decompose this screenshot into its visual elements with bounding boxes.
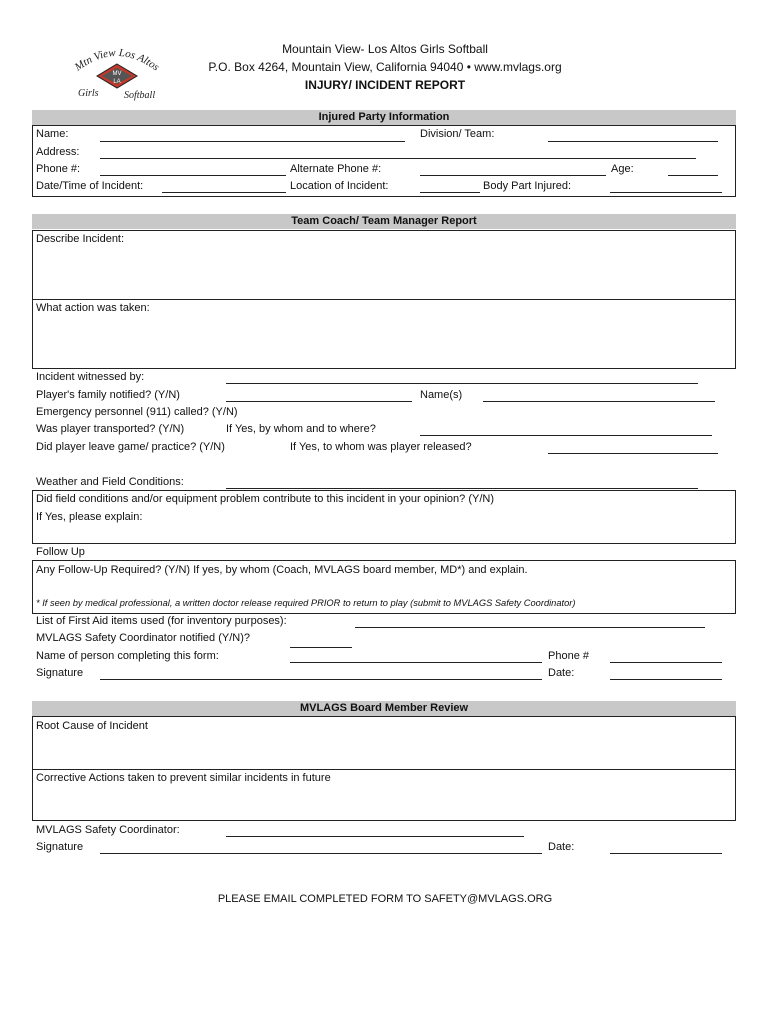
safety-notified-label: MVLAGS Safety Coordinator notified (Y/N)?: [36, 632, 250, 644]
follow-up-required-label: Any Follow-Up Required? (Y/N) If yes, by whom (Coach, MVLAGS board member, MD*) and explain.: [36, 564, 528, 576]
coordinator-label: MVLAGS Safety Coordinator:: [36, 824, 180, 836]
footer-instruction: PLEASE EMAIL COMPLETED FORM TO SAFETY@MVLAGS.ORG: [217, 893, 553, 905]
alt-phone-field[interactable]: [420, 175, 606, 176]
first-aid-label: List of First Aid items used (for inventory purposes):: [36, 615, 287, 627]
names-label: Name(s): [420, 389, 463, 401]
corrective-actions-label: Corrective Actions taken to prevent similar incidents in future: [36, 772, 331, 784]
witnessed-field[interactable]: [226, 383, 698, 384]
date-label: Date:: [548, 667, 575, 679]
completed-by-label: Name of person completing this form:: [36, 650, 219, 662]
date-field[interactable]: [610, 679, 722, 680]
datetime-label: Date/Time of Incident:: [36, 180, 144, 192]
signature-label: Signature: [36, 667, 84, 679]
section-header-coach-report: Team Coach/ Team Manager Report: [32, 214, 736, 229]
action-taken-label: What action was taken:: [36, 302, 150, 314]
body-part-field[interactable]: [610, 192, 722, 193]
completer-phone-label: Phone #: [548, 650, 589, 662]
signature-field[interactable]: [100, 679, 542, 680]
name-label: Name:: [36, 128, 69, 140]
weather-field[interactable]: [226, 488, 698, 489]
org-name: Mountain View- Los Altos Girls Softball: [282, 42, 488, 56]
age-field[interactable]: [668, 175, 718, 176]
witnessed-label: Incident witnessed by:: [36, 371, 145, 383]
describe-incident-box[interactable]: [32, 230, 736, 300]
describe-incident-label: Describe Incident:: [36, 233, 125, 245]
location-label: Location of Incident:: [290, 180, 389, 192]
follow-up-label: Follow Up: [36, 546, 85, 558]
address-label: Address:: [36, 146, 80, 158]
family-notified-field[interactable]: [226, 401, 412, 402]
logo-left-word: Girls: [78, 88, 99, 99]
phone-field[interactable]: [100, 175, 286, 176]
board-signature-label: Signature: [36, 841, 84, 853]
emergency-label: Emergency personnel (911) called? (Y/N): [36, 406, 238, 418]
released-to-field[interactable]: [548, 453, 718, 454]
logo-badge-top: MV: [112, 71, 122, 77]
division-label: Division/ Team:: [420, 128, 495, 140]
phone-label: Phone #:: [36, 163, 81, 175]
logo-arc-text: Mtn View Los Altos: [72, 46, 162, 74]
board-date-label: Date:: [548, 841, 575, 853]
alt-phone-label: Alternate Phone #:: [290, 163, 382, 175]
completer-phone-field[interactable]: [610, 662, 722, 663]
medical-footnote: * If seen by medical professional, a written doctor release required PRIOR to return to play (submit to MVLAGS Safety Coordinator): [36, 598, 576, 608]
board-signature-field[interactable]: [100, 853, 542, 854]
location-field[interactable]: [420, 192, 480, 193]
coordinator-field[interactable]: [226, 836, 524, 837]
released-to-label: If Yes, to whom was player released?: [290, 441, 472, 453]
field-contribute-label: Did field conditions and/or equipment problem contribute to this incident in your opinion? (Y/N): [36, 493, 494, 505]
transported-label: Was player transported? (Y/N): [36, 423, 185, 435]
family-notified-label: Player's family notified? (Y/N): [36, 389, 180, 401]
names-field[interactable]: [483, 401, 715, 402]
explain-label: If Yes, please explain:: [36, 511, 143, 523]
safety-notified-field[interactable]: [290, 647, 352, 648]
section-header-injured-party: Injured Party Information: [32, 110, 736, 125]
body-part-label: Body Part Injured:: [483, 180, 572, 192]
org-address: P.O. Box 4264, Mountain View, California 94040 • www.mvlags.org: [208, 60, 562, 74]
datetime-field[interactable]: [162, 192, 286, 193]
transported-where-label: If Yes, by whom and to where?: [226, 423, 376, 435]
completed-by-field[interactable]: [290, 662, 542, 663]
age-label: Age:: [611, 163, 634, 175]
weather-label: Weather and Field Conditions:: [36, 476, 184, 488]
address-field[interactable]: [100, 158, 696, 159]
logo-badge-bottom: LA: [113, 79, 121, 85]
left-game-label: Did player leave game/ practice? (Y/N): [36, 441, 225, 453]
first-aid-field[interactable]: [355, 627, 705, 628]
logo-right-word: Softball: [124, 90, 156, 101]
transported-where-field[interactable]: [420, 435, 712, 436]
page-title: INJURY/ INCIDENT REPORT: [304, 78, 466, 92]
section-header-board-review: MVLAGS Board Member Review: [32, 701, 736, 716]
root-cause-label: Root Cause of Incident: [36, 720, 148, 732]
name-field[interactable]: [100, 141, 405, 142]
division-field[interactable]: [548, 141, 718, 142]
board-date-field[interactable]: [610, 853, 722, 854]
